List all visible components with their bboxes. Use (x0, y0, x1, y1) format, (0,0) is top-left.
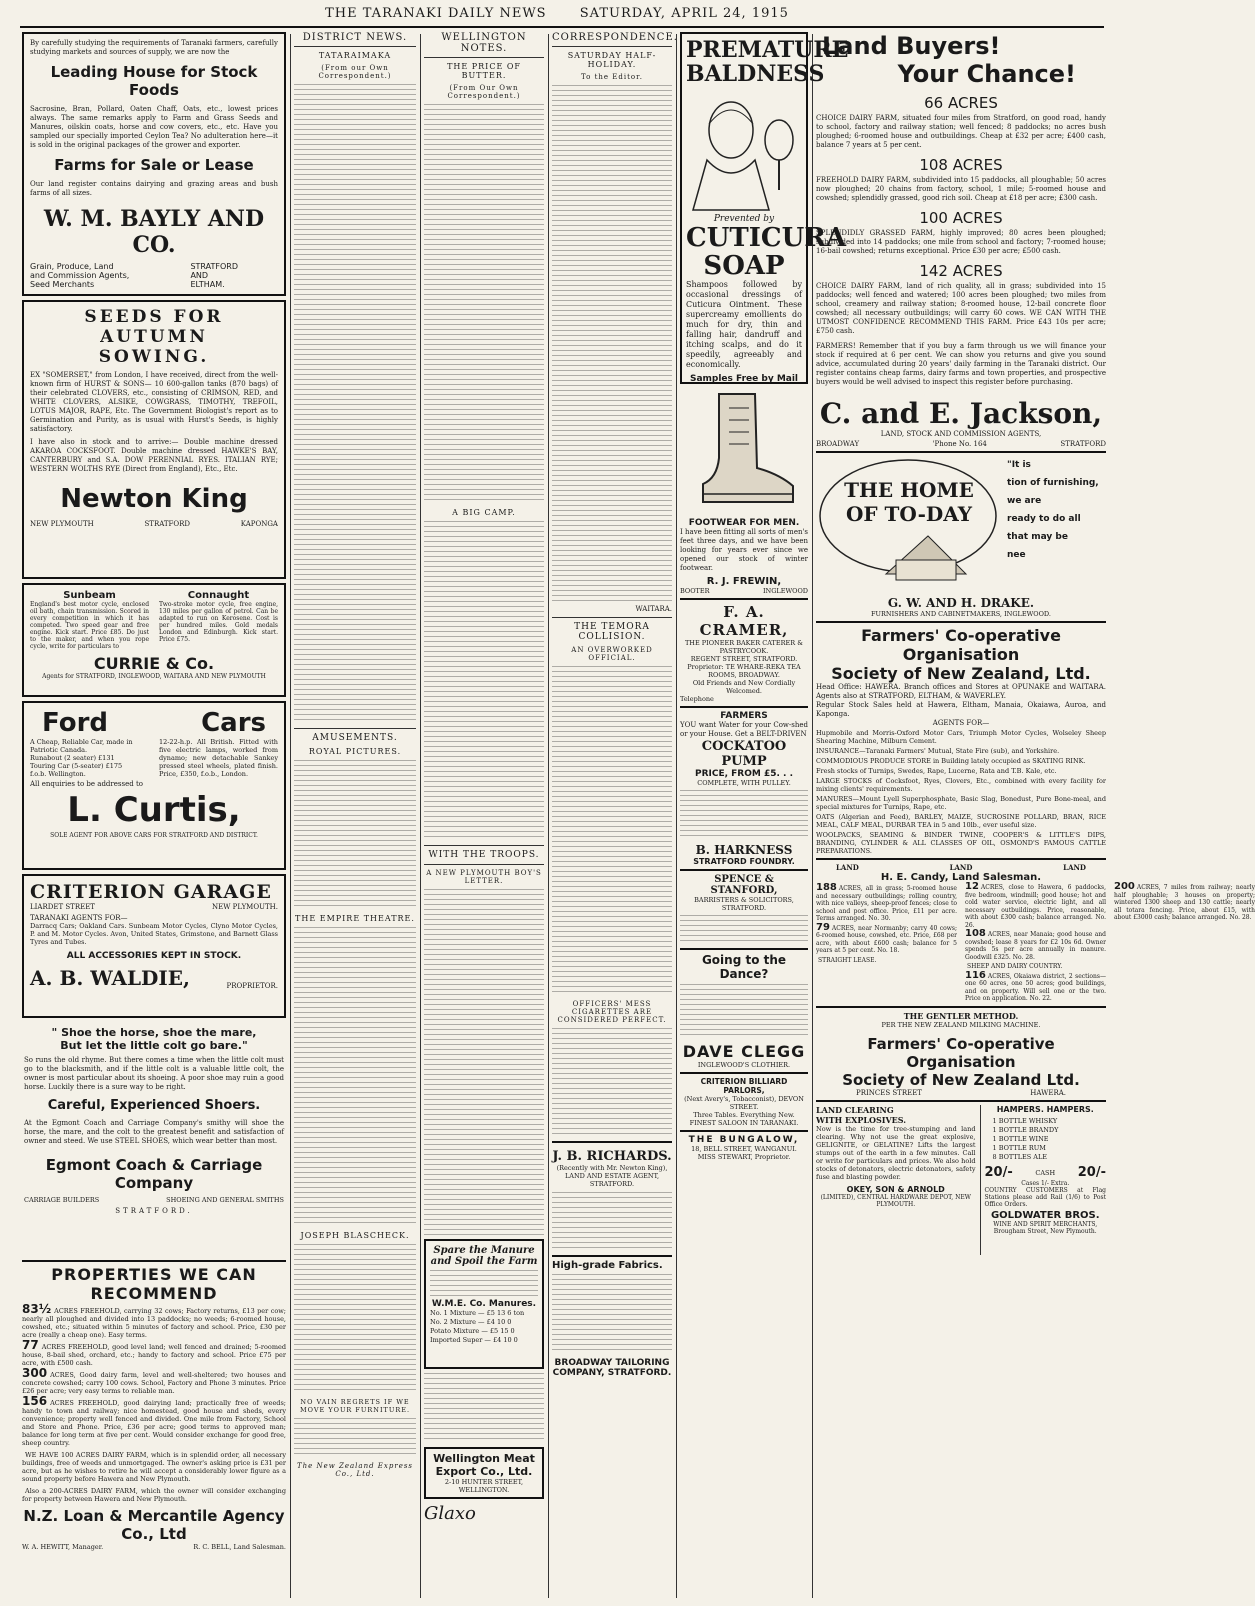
column-rule (676, 34, 677, 1598)
hamper-cash: CASH (1035, 1168, 1056, 1177)
candy-acres-number: 79 (816, 921, 830, 933)
farm-listing (816, 262, 1106, 336)
wellington-notes-heading: WELLINGTON NOTES. (424, 32, 544, 58)
seeds-stock: I have also in stock and to arrive:— Double machine dressed AKAROA COCKSFOOT. Double machine dressed HAWKE'S BAY, CANTERBURY and S.A. DOW PERENNIAL RYES. ITALIAN RYE; WESTERN WOLTHS RYE (Direct from England), Etc., Etc. (30, 438, 278, 473)
article-note: (From our Own Correspondent.) (318, 64, 392, 80)
egmont-body: So runs the old rhyme. But there comes a time when the little colt must go to the blacksmith, and if the little colt is a valuable little colt, the owner is most particular about its shoeing. A poor shoe may ruin a good horse. Luckily there is a sure way to be right. (24, 1056, 284, 1091)
currie-agents: Agents for STRATFORD, INGLEWOOD, WAITARA AND NEW PLYMOUTH (42, 673, 266, 680)
temora-subhead: AN OVERWORKED OFFICIAL. (571, 646, 653, 662)
billiard-name: CRITERION BILLIARD PARLORS, (700, 1077, 788, 1095)
soap-word: SOAP (703, 251, 785, 281)
property-listing (22, 1394, 286, 1447)
properties-title: PROPERTIES WE CAN RECOMMEND (51, 1265, 257, 1303)
royal-pictures-subhead: ROYAL PICTURES. (308, 747, 402, 756)
criterion-town: NEW PLYMOUTH. (212, 903, 278, 911)
fco-item: OATS (Algerian and Feed), BARLEY, MAIZE, SUCROSINE POLLARD, BRAN, RICE MEAL, CALF MEAL, DURBAR TEA in 5 and 10lb., ever useful size. (816, 813, 1106, 829)
billiard-tables: Three Tables. Everything New. (693, 1111, 795, 1119)
cuticura-body: Shampoos followed by occasional dressings of Cuticura Ointment. These supercreamy emollients do much for dry, thin and falling hair, dandruff and itching scalps, and do it speedily, agreeably and economically. (686, 280, 802, 369)
column-2 (294, 32, 416, 1598)
column-rule (290, 34, 291, 1598)
farm-listing (816, 94, 1106, 150)
masthead (0, 6, 1114, 26)
fco-town: HAWERA. (1030, 1089, 1066, 1097)
richards-subtitle: (Recently with Mr. Newton King), LAND AND ESTATE AGENT, STRATFORD. (556, 1164, 668, 1188)
property-listing (22, 1366, 286, 1395)
egmont-heading: Careful, Experienced Shoers. (47, 1098, 261, 1113)
harkness-foundry: STRATFORD FOUNDRY. (693, 857, 795, 866)
property-acres-number: 77 (22, 1338, 39, 1352)
goldwater-subtitle: WINE AND SPIRIT MERCHANTS, (993, 1221, 1098, 1228)
seeds-town: NEW PLYMOUTH (30, 520, 94, 528)
fco-item: COMMODIOUS PRODUCE STORE in Building lately occupied as SKATING RINK. (816, 757, 1086, 765)
column-rule (812, 34, 813, 1598)
nz-loan-name: N.Z. Loan & Mercantile Agency Co., Ltd (23, 1507, 285, 1543)
jackson-street: BROADWAY (816, 440, 860, 448)
property-description: WE HAVE 100 ACRES DAIRY FARM, which is in splendid order, all necessary buildings, free of weeds and unmortgaged. The owner's asking price is £31 per acre, but as he wishes to retire he will accept a considerably lower figure as a sound property before Hawera and New Plymouth. (22, 1451, 286, 1483)
farm-listing (816, 209, 1106, 256)
fco-title-2: Society of New Zealand, Ltd. (831, 664, 1091, 683)
property-description: ACRES, Good dairy farm, level and well-sheltered; two houses and concrete cowshed; carry 100 cows. School, Factory and Phone 3 minutes. Price £26 per acre; very easy terms to reliable man. (22, 1371, 286, 1395)
your-chance: Your Chance! (897, 60, 1076, 88)
nz-loan-salesman: R. C. BELL, Land Salesman. (193, 1543, 286, 1551)
article-note: (From Our Own Correspondent.) (447, 84, 521, 100)
fco-item: Hupmobile and Morris-Oxford Motor Cars, Triumph Motor Cycles, Wolseley Sheep Shearing Machine, Milburn Cement. (816, 729, 1106, 745)
candy-acres-number: 12 (965, 881, 979, 892)
cramer-welcome: Old Friends and New Cordially Welcomed. (692, 679, 796, 695)
manure-line: No. 2 Mixture — £4 10 0 (430, 1318, 512, 1326)
candy-listing (965, 930, 1106, 961)
criterion-accessories: ALL ACCESSORIES KEPT IN STOCK. (66, 951, 242, 961)
cramer-proprietor: Proprietor: TE WHARE-REKA TEA ROOMS, BROADWAY. (687, 663, 801, 679)
jackson-name: C. and E. Jackson, (819, 397, 1103, 430)
seeds-town: STRATFORD (144, 520, 191, 528)
prevented-by: Prevented by (713, 214, 775, 224)
portrait-illustration (686, 90, 802, 210)
candy-listing (965, 969, 1106, 1003)
correspondence-heading: CORRESPONDENCE. (552, 32, 672, 47)
bayly-intro: By carefully studying the requirements of Taranaki farmers, carefully studying markets and sources of supply, we are now the (30, 39, 278, 56)
cramer-address: REGENT STREET, STRATFORD. (690, 655, 798, 663)
home-side-line: tion of furnishing, we are (1007, 478, 1099, 506)
property-description: ACRES FREEHOLD, good dairying land; practically free of weeds; handy to town and railway; nice homestead, good house and sheds, every convenience; property well fenced and divided. One mile from Factory, School and Store and Phone. Price, £36 per acre; good terms to approved man; balance for long term at five per cent. Would consider exchange for good free, sheep country. (22, 1399, 286, 1447)
premature-word: PREMATURE (686, 37, 849, 63)
hamper-country: COUNTRY CUSTOMERS at Flag Stations please add Rail (1/6) to Post Office Orders. (984, 1187, 1106, 1208)
seeds-body: EX "SOMERSET," from London, I have received, direct from the well-known firm of HURST & SONS— 10 600-gallon tanks (870 bags) of their celebrated CLOVERS, etc., consisting of CRIMSON, RED, and WHITE CLOVERS, ALSIKE, COWGRASS, TIMOTHY, TREFOIL, LOTUS MAJOR, RAPE, Etc. The Government Biologist's report as to Germination and Purity, as is usual with Hurst's Seeds, is highly satisfactory. (30, 371, 278, 433)
candy-acres-number: 116 (965, 969, 986, 981)
egmont-town: STRATFORD. (115, 1207, 193, 1215)
candy-description: ACRES, near Normanby; carry 40 cows; 6-roomed house, cowshed, etc. Price, £68 per acre, with about £600 cash; balance for 5 years at 5 per cent. No. 18. (816, 924, 957, 954)
fco-title-4: Society of New Zealand Ltd. (842, 1071, 1080, 1089)
clearing-title: LAND CLEARING (816, 1105, 894, 1115)
manure-title: Spare the Manure and Spoil the Farm (430, 1245, 538, 1267)
article-subhead: SATURDAY HALF-HOLIDAY. (567, 51, 657, 69)
cramer-subtitle: THE PIONEER BAKER CATERER & PASTRYCOOK. (684, 639, 804, 655)
property-description: Also a 200-ACRES DAIRY FARM, which the owner will consider exchanging for property between Hawera and New Plymouth. (22, 1487, 286, 1503)
home-side-line: nee (1007, 550, 1026, 560)
hampers-title: HAMPERS. HAMPERS. (996, 1105, 1094, 1114)
fco-title: Farmers' Co-operative Organisation (861, 626, 1061, 664)
nz-loan-manager: W. A. HEWITT, Manager. (22, 1543, 104, 1551)
ford-extra: 12-22-h.p. All British. Fitted with five electric lamps, worked from dynamo; new detachable Sankey pressed steel wheels, plated finish. Price, £350, f.o.b., London. (158, 738, 278, 778)
ford-advert (22, 701, 286, 870)
nz-loan-advert (22, 1260, 286, 1551)
samples-free: Samples Free by Mail (689, 374, 799, 384)
dance-heading: Going to the Dance? (701, 953, 787, 981)
criterion-title: CRITERION GARAGE (30, 881, 272, 903)
article-text-block (680, 915, 808, 945)
candy-listing (965, 883, 1106, 929)
gentler-heading: THE GENTLER METHOD. (903, 1011, 1019, 1021)
cigarettes-heading: OFFICERS' MESS CIGARETTES ARE CONSIDERED PERFECT. (557, 1000, 667, 1024)
spence-stanford: SPENCE & STANFORD, (710, 874, 778, 896)
paper-title: THE TARANAKI DAILY NEWS (325, 6, 547, 21)
farmers-note: FARMERS! Remember that if you buy a farm through us we will finance your stock if required at 6 per cent. We can show you returns and give you sound advice, accumulated during 20 years' daily farming in the Taranaki district. Our register contains cheap farms, dairy farms and town properties, and prospective buyers would be well advised to inspect this register before purchasing. (816, 342, 1106, 386)
bungalow-proprietor: MISS STEWART, Proprietor. (697, 1153, 791, 1161)
sunbeam-body: England's best motor cycle, enclosed oil bath, chain transmission. Scored in every competition in which it has competed. Two speed gear and free engine. Kick start. Price £85. Do just to the maker, and when you rope cycle, write for particulars to (30, 601, 150, 650)
bayly-farms-body: Our land register contains dairying and grazing areas and bush farms of all sizes. (30, 180, 278, 197)
egmont-left: CARRIAGE BUILDERS (24, 1196, 100, 1204)
candy-listing (816, 921, 957, 955)
land-word: LAND (949, 863, 973, 872)
farm-description: CHOICE DAIRY FARM, land of rich quality, all in grass; subdivided into 15 paddocks; well fenced and watered; 100 acres been ploughed; two miles from school, creamery and railway station; 8-roomed house, 12-bail concrete floor cowshed; all necessary outbuildings; will carry 60 cows. WE CAN WITH THE UTMOST CONFIDENCE RECOMMEND THIS FARM. Price £43 10s per acre; £750 cash. (816, 282, 1106, 335)
wme-advert (424, 1447, 544, 1499)
frewin-trade: BOOTER (680, 587, 710, 595)
hamper-item: 8 BOTTLES ALE (992, 1153, 1048, 1161)
candy-description: SHEEP AND DAIRY COUNTRY. (967, 963, 1063, 970)
property-listing (22, 1338, 286, 1367)
farmers-heading: FARMERS (720, 711, 768, 721)
property-acres-number: 156 (22, 1394, 48, 1408)
article-subhead: THE PRICE OF BUTTER. (447, 62, 521, 80)
temora-heading: THE TEMORA COLLISION. (574, 622, 650, 642)
farm-acres: 142 ACRES (919, 262, 1003, 280)
article-text-block (294, 1244, 416, 1394)
bottom-ads (816, 1105, 1106, 1255)
gentler-subtitle: PER THE NEW ZEALAND MILKING MACHINE. (881, 1021, 1041, 1029)
big-camp-subhead: A BIG CAMP. (452, 508, 516, 517)
goldwater-address: Brougham Street, New Plymouth. (993, 1228, 1097, 1235)
hamper-price: 20/- (984, 1165, 1013, 1180)
farm-description: CHOICE DAIRY FARM, situated four miles from Stratford, on good road, handy to school, factory and railway station; well fenced; 8 paddocks; no acres bush ploughed; 6-roomed house and outbuildings. Cheap at £32 per acre; £400 cash, balance 7 years at 5 per cent. (816, 114, 1106, 149)
article-text-block (552, 85, 672, 605)
candy-description: ACRES, close to Hawera, 6 paddocks, five bedroom, windmill; good house; hot and cold water service, electric light, and all necessary outbuildings. Price, reasonable, with about £300 cash; balance arranged. No. 26. (965, 884, 1106, 929)
amusements-heading: AMUSEMENTS. (312, 733, 398, 743)
home-of-today-advert (816, 456, 1106, 596)
property-acres-number: 83½ (22, 1302, 52, 1316)
home-side-line: that may be (1007, 532, 1068, 542)
clegg-subtitle: INGLEWOOD'S CLOTHIER. (697, 1061, 791, 1069)
property-description: ACRES FREEHOLD, good level land; well fenced and drained; 5-roomed house, 8-bail shed, orchard, etc.; handy to factory and school. Price £75 per acre, with £500 cash. (22, 1343, 286, 1367)
cuticura-word: CUTICURA (686, 223, 847, 253)
property-listing (22, 1449, 286, 1483)
footwear-heading: FOOTWEAR FOR MEN. (688, 518, 800, 528)
article-text-block (552, 1028, 672, 1138)
bayly-trade-line: and Commission Agents, (30, 271, 130, 280)
fco-sales: Regular Stock Sales held at Hawera, Eltham, Manaia, Okaiawa, Auroa, and Kaponga. (816, 701, 1106, 718)
farms-list (816, 94, 1106, 336)
clegg-name: DAVE CLEGG (682, 1042, 806, 1061)
frewin-town: INGLEWOOD (762, 587, 808, 595)
manure-text (430, 1270, 538, 1296)
article-text-block (680, 790, 808, 840)
manure-line: Potato Mixture — £5 15 0 (430, 1327, 515, 1335)
seeds-town: KAPONGA (240, 520, 278, 528)
seeds-title: SEEDS FOR AUTUMN (84, 307, 224, 347)
fco-item: MANURES—Mount Lyell Superphosphate, Basic Slag, Bonedust, Pure Bone-meal, and special mixtures for Turnips, Rape, etc. (816, 795, 1106, 811)
wme-name: Wellington Meat Export Co., Ltd. (433, 1452, 535, 1478)
clearing-body: Now is the time for tree-stumping and land clearing. Why not use the great explosive, GELIGNITE, or GELATINE? Lifts the largest stumps out of the earth in a few minutes. Call or write for particulars and prices. We also hold stocks of detonators, electric detonators, safety fuse and blasting powder. (816, 1125, 976, 1181)
rhyme-line: But let the little colt go bare." (60, 1039, 248, 1052)
clearing-advert (816, 1105, 981, 1255)
bayly-town: STRATFORD (190, 262, 238, 271)
fco-item: Fresh stocks of Turnips, Swedes, Rape, Lucerne, Rata and T.B. Kale, etc. (816, 767, 1057, 775)
house-illustration (816, 456, 1001, 596)
article-text-block (552, 1192, 672, 1252)
clearing-title-2: WITH EXPLOSIVES. (816, 1115, 907, 1125)
article-text-block (424, 521, 544, 841)
bayly-farms-heading: Farms for Sale or Lease (54, 156, 254, 174)
bayly-trade-line: Seed Merchants (30, 280, 95, 289)
article-text-block (294, 84, 416, 724)
bayly-advert (22, 32, 286, 296)
property-listing (22, 1485, 286, 1503)
criterion-street: LIARDET STREET (30, 903, 95, 911)
candy-listing (1114, 883, 1255, 922)
manure-line: No. 1 Mixture — £5 13 6 ton (430, 1309, 525, 1317)
candy-acres-number: 108 (965, 928, 986, 939)
ford-line: Touring Car (5-seater) £175 (30, 762, 123, 770)
ford-apply: All enquiries to be addressed to (30, 780, 143, 788)
fco-item: LARGE STOCKS of Cocksfoot, Ryes, Clovers, Etc., combined with every facility for mixing clients' requirements. (816, 777, 1106, 793)
candy-listing (816, 884, 957, 923)
criterion-agents: TARANAKI AGENTS FOR— (30, 914, 128, 922)
farm-acres: 66 ACRES (924, 94, 998, 112)
hamper-item: 1 BOTTLE BRANDY (992, 1126, 1059, 1134)
candy-acres-number: 200 (1114, 881, 1135, 892)
farm-description: FREEHOLD DAIRY FARM, subdivided into 15 paddocks, all ploughable; 50 acres now ploughed; 20 chains from factory, school, 1 mile; 5-roomed house and cowshed; splendidly grassed, good rich soil. Cheap at £18 per acre; £300 cash. (816, 176, 1106, 202)
richards-name: J. B. RICHARDS. (552, 1149, 672, 1164)
criterion-cars: Darracq Cars; Oakland Cars. Sunbeam Motor Cycles, Clyno Motor Cycles, P. and M. Motor Cycles. Avon, United States, Grimstone, and Barnett Glass Tyres and Tubes. (30, 922, 278, 946)
fco-office: Head Office: HAWERA. Branch offices and Stores at OPUNAKE and WAITARA. Agents also at STRATFORD, ELTHAM, & WAVERLEY. (816, 683, 1106, 700)
column-3 (424, 32, 544, 1598)
connaught-body: Two-stroke motor cycle, free engine, 130 miles per gallon of petrol. Can be adapted to run on Kerosene. Cost is per hundred miles. Gold medals London and Edinburgh. Kick start. Price £75. (158, 601, 278, 643)
express-tagline: NO VAIN REGRETS IF WE MOVE YOUR FURNITURE. (299, 1398, 411, 1414)
drake-subtitle: FURNISHERS AND CABINETMAKERS, INGLEWOOD. (871, 610, 1051, 618)
hamper-item: 1 BOTTLE RUM (992, 1144, 1046, 1152)
currie-name: CURRIE & Co. (93, 654, 215, 673)
bungalow-address: 18, BELL STREET, WANGANUI. (691, 1145, 797, 1153)
glaxo-logo: Glaxo (424, 1503, 476, 1524)
egmont-right: SHOEING AND GENERAL SMITHS (166, 1196, 284, 1204)
cramer-telephone: Telephone (680, 695, 714, 703)
fco-item: INSURANCE—Taranaki Farmers' Mutual, State Fire (sub), and Yorkshire. (816, 747, 1060, 755)
ford-line: f.o.b. Wellington. (30, 770, 86, 778)
hampers-advert (981, 1105, 1107, 1255)
candy-description: ACRES, all in grass; 5-roomed house and necessary outbuildings; rolling country, with nice valleys, sheep-proof fences; close to school and post office. Price, £11 per acre. Terms arranged. No. 30. (816, 885, 957, 922)
fabrics-heading: High-grade Fabrics. (552, 1260, 663, 1271)
egmont-advert (22, 1022, 286, 1260)
fco-title-3: Farmers' Co-operative Organisation (867, 1035, 1055, 1071)
candy-description: ACRES, Okaiawa district, 2 sections—one 60 acres, one 50 acres; good buildings, and on property. Will sell one or the two. Price on application. No. 22. (965, 972, 1106, 1002)
frewin-name: R. J. FREWIN, (706, 576, 782, 587)
bungalow-name: THE BUNGALOW, (688, 1135, 800, 1145)
express-name: The New Zealand Express Co., Ltd. (296, 1462, 414, 1478)
article-text-block (552, 1274, 672, 1354)
article-text-block (294, 927, 416, 1227)
article-text-block (424, 104, 544, 504)
article-text-block (424, 1373, 544, 1443)
article-text-block (424, 889, 544, 1239)
bayly-trade-line: Grain, Produce, Land (30, 262, 114, 271)
billiard-subtitle: (Next Avery's, Tobacconist), DEVON STREET. (684, 1095, 804, 1111)
goldwater-name: GOLDWATER BROS. (990, 1210, 1100, 1221)
cars-word: Cars (201, 708, 266, 738)
seeds-advert (22, 300, 286, 579)
manure-line: Imported Super — £4 10 0 (430, 1336, 518, 1344)
wme-address: 2-10 HUNTER STREET, WELLINGTON. (444, 1478, 524, 1494)
property-description: ACRES FREEHOLD, carrying 32 cows; Factory returns, £13 per cow; nearly all ploughed and divided into 13 paddocks; no weeds; 6-roomed house, cowshed, etc.; situated within 5 minutes of factory and school. Price, £30 per acre (really a cheap one). Easy terms. (22, 1307, 286, 1339)
candy-listing (965, 962, 1106, 971)
district-news-heading: DISTRICT NEWS. (294, 32, 416, 47)
bayly-town: ELTHAM. (190, 280, 225, 289)
article-text-block (680, 984, 808, 1039)
criterion-garage-advert (22, 874, 286, 1018)
column-6 (816, 32, 1255, 1598)
footwear-body: I have been fitting all sorts of men's feet three days, and we have been looking for years ever since we opened our stock of winter footwear. (680, 528, 808, 572)
column-rule (420, 34, 421, 1598)
okey-name: OKEY, SON & ARNOLD (846, 1185, 945, 1194)
pump-complete: COMPLETE, WITH PULLEY. (697, 779, 791, 787)
bayly-headline: Leading House for Stock Foods (50, 63, 258, 99)
egmont-name: Egmont Coach & Carriage Company (45, 1156, 263, 1192)
sunbeam-title: Sunbeam (63, 590, 116, 601)
candy-listing (816, 956, 957, 965)
joseph-subhead: JOSEPH BLASCHECK. (300, 1231, 410, 1240)
hamper-price: 20/- (1077, 1165, 1106, 1180)
property-acres-number: 300 (22, 1366, 48, 1380)
farm-acres: 108 ACRES (919, 156, 1003, 174)
signed-name: WAITARA. (635, 605, 672, 613)
waldie-name: A. B. WALDIE, (30, 966, 190, 990)
issue-date: SATURDAY, APRIL 24, 1915 (579, 6, 789, 21)
home-side-line: ready to do all (1007, 514, 1081, 524)
spence-subtitle: BARRISTERS & SOLICITORS, STRATFORD. (694, 896, 794, 912)
column-rule (548, 34, 549, 1598)
cramer-name: F. A. CRAMER, (699, 603, 789, 639)
farm-description: SPLENDIDLY GRASSED FARM, highly improved; 80 acres been ploughed; subdivided into 14 paddocks; one mile from school and factory; 7-roomed house; 16-bail cowshed; returns exceptional. Price £30 per acre; £500 cash. (816, 229, 1106, 255)
column-1 (22, 32, 286, 1598)
farm-listing (816, 156, 1106, 203)
properties-list (22, 1302, 286, 1503)
rhyme-line: " Shoe the horse, shoe the mare, (51, 1026, 257, 1039)
empire-theatre-subhead: THE EMPIRE THEATRE. (295, 914, 415, 923)
pump-body: YOU want Water for your Cow-shed or your House. Get a BELT-DRIVEN (680, 721, 808, 738)
baldness-word: BALDNESS (686, 61, 825, 87)
home-title: THE HOME (844, 478, 974, 502)
article-subhead: TATARAIMAKA (318, 51, 392, 60)
manure-advert (424, 1239, 544, 1369)
fco-item: WOOLPACKS, SEAMING & BINDER TWINE, COOPER'S & LITTLE'S DIPS, BRANDING, CYLINDER & ALL CLASSES OF OIL, OSMOND'S FAMOUS CATTLE PREPARATIONS. (816, 831, 1106, 855)
newton-king-name: Newton King (60, 484, 248, 514)
land-word: LAND (1063, 863, 1086, 872)
okey-subtitle: (LIMITED), CENTRAL HARDWARE DEPOT, NEW PLYMOUTH. (820, 1194, 971, 1208)
seeds-title-2: SOWING. (98, 347, 210, 367)
candy-acres-number: 188 (816, 882, 837, 893)
drake-name: G. W. AND H. DRAKE. (887, 596, 1035, 610)
article-text-block (552, 666, 672, 996)
jackson-town: STRATFORD (1060, 440, 1106, 448)
candy-description: STRAIGHT LEASE. (818, 956, 877, 964)
candy-description: ACRES, 7 miles from railway; nearly half ploughable; 3 houses on property; wintered 1300 sheep and 130 cattle; nearly all totara fencing. Price, about £15, with about £3000 cash; balance arranged. No. 28. (1114, 884, 1255, 921)
letter-subhead: A NEW PLYMOUTH BOY'S LETTER. (426, 869, 542, 885)
egmont-body-2: At the Egmont Coach and Carriage Company's smithy will shoe the horse, the mare, and the colt to the greatest benefit and satisfaction of owner and steed. We use STEEL SHOES, which wear better than most. (24, 1119, 284, 1145)
fco-street: PRINCES STREET (856, 1089, 922, 1097)
billiard-finest: FINEST SALOON IN TARANAKI. (689, 1119, 799, 1127)
column-4 (552, 32, 678, 1598)
bayly-town: AND (190, 271, 209, 280)
waldie-role: PROPRIETOR. (226, 982, 278, 990)
jackson-subtitle: LAND, STOCK AND COMMISSION AGENTS, (880, 430, 1042, 438)
fco-agents: AGENTS FOR— (932, 719, 990, 727)
fco-list (816, 729, 1106, 855)
candy-name: H. E. Candy, Land Salesman. (880, 872, 1042, 883)
ford-word: Ford (42, 708, 109, 738)
curtis-agent: SOLE AGENT FOR ABOVE CARS FOR STRATFORD AND DISTRICT. (50, 832, 258, 839)
hamper-item: 1 BOTTLE WINE (992, 1135, 1049, 1143)
curtis-name: L. Curtis, (67, 790, 241, 830)
ford-line: A Cheap, Reliable Car, made in Patriotic Canada. (30, 738, 133, 754)
boot-illustration (680, 388, 808, 518)
broadway-tailoring: BROADWAY TAILORING COMPANY, STRATFORD. (552, 1358, 672, 1378)
article-text-block (294, 760, 416, 910)
harkness-name: B. HARKNESS (695, 843, 793, 857)
candy-description: ACRES, near Manaia; good house and cowshed; lease 8 years for £2 10s 6d. Owner spends 5s per acre annually in manure. Goodwill £325. No. 28. (965, 931, 1106, 961)
cockatoo-pump: COCKATOO PUMP (701, 739, 787, 769)
jackson-phone: 'Phone No. 164 (932, 440, 987, 448)
land-buyers: Land Buyers! (822, 32, 1001, 60)
top-rule (20, 26, 1104, 28)
home-side-line: "It is (1007, 460, 1031, 470)
candy-list (816, 881, 1255, 1003)
home-title-2: OF TO-DAY (845, 502, 973, 526)
farm-acres: 100 ACRES (919, 209, 1003, 227)
hamper-item: 1 BOTTLE WHISKY (992, 1117, 1058, 1125)
with-troops-heading: WITH THE TROOPS. (428, 850, 540, 860)
land-word: LAND (836, 863, 859, 872)
bayly-body: Sacrosine, Bran, Pollard, Oaten Chaff, Oats, etc., lowest prices always. The same remarks apply to Farm and Grass Seeds and Manures, oilskin coats, horse and cow covers, etc., etc. Have you sampled our specially imported Ceylon Tea? No adulteration here—it is sold in the original packages of the grower and exporter. (30, 105, 278, 149)
connaught-title: Connaught (187, 590, 250, 601)
bayly-name: W. M. BAYLY AND CO. (43, 206, 265, 258)
manure-company: W.M.E. Co. Manures. (431, 1299, 537, 1309)
article-note: To the Editor. (581, 73, 643, 81)
property-listing (22, 1302, 286, 1339)
cycles-advert (22, 583, 286, 697)
article-text-block (294, 1418, 416, 1458)
hamper-cases: Cases 1/- Extra. (1021, 1180, 1070, 1187)
cuticura-advert (680, 32, 849, 384)
ford-line: Runabout (2 seater) £131 (30, 754, 115, 762)
pump-price: PRICE, FROM £5. . . (694, 769, 794, 779)
